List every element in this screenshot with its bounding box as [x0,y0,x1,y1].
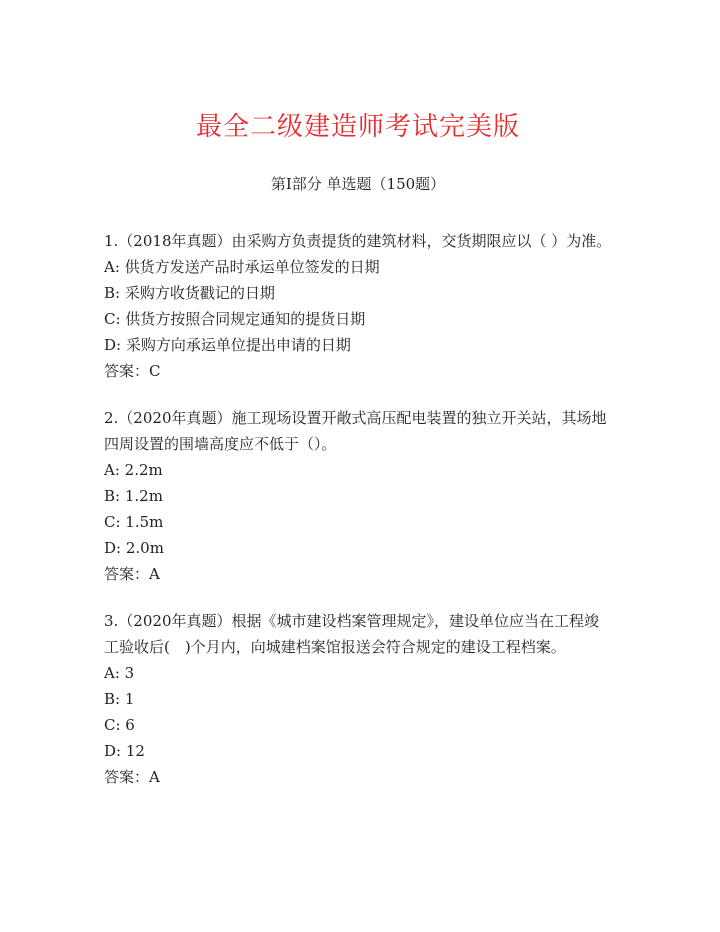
section-title: 第Ⅰ部分 单选题（150题） [270,175,446,193]
option-b: B: 采购方收货戳记的日期 [104,284,275,302]
option-c: C: 1.5m [104,513,164,531]
document-title: 最全二级建造师考试完美版 [195,112,520,142]
question-1 [104,196,612,384]
question-3 [104,587,612,790]
option-d: D: 采购方向承运单位提出申请的日期 [104,336,351,354]
answer: 答案：A [104,768,160,786]
option-b: B: 1 [104,690,135,708]
question-stem: 1.（2018年真题）由采购方负责提货的建筑材料，交货期限应以（ ）为准。 [104,232,612,250]
question-2 [104,384,612,587]
question-stem: 2.（2020年真题）施工现场设置开敞式高压配电装置的独立开关站，其场地四周设置的围墙高度应不低于（）。 [104,409,607,453]
option-a: A: 3 [104,664,135,682]
question-stem: 3.（2020年真题）根据《城市建设档案管理规定》，建设单位应当在工程竣工验收后( )个月内，向城建档案馆报送会符合规定的建设工程档案。 [104,612,599,656]
answer: 答案：C [104,362,161,380]
option-a: A: 2.2m [104,461,163,479]
option-b: B: 1.2m [104,487,163,505]
option-c: C: 6 [104,716,135,734]
option-c: C: 供货方按照合同规定通知的提货日期 [104,310,366,328]
option-d: D: 2.0m [104,539,164,557]
answer: 答案：A [104,565,160,583]
option-d: D: 12 [104,742,145,760]
option-a: A: 供货方发送产品时承运单位签发的日期 [104,258,380,276]
